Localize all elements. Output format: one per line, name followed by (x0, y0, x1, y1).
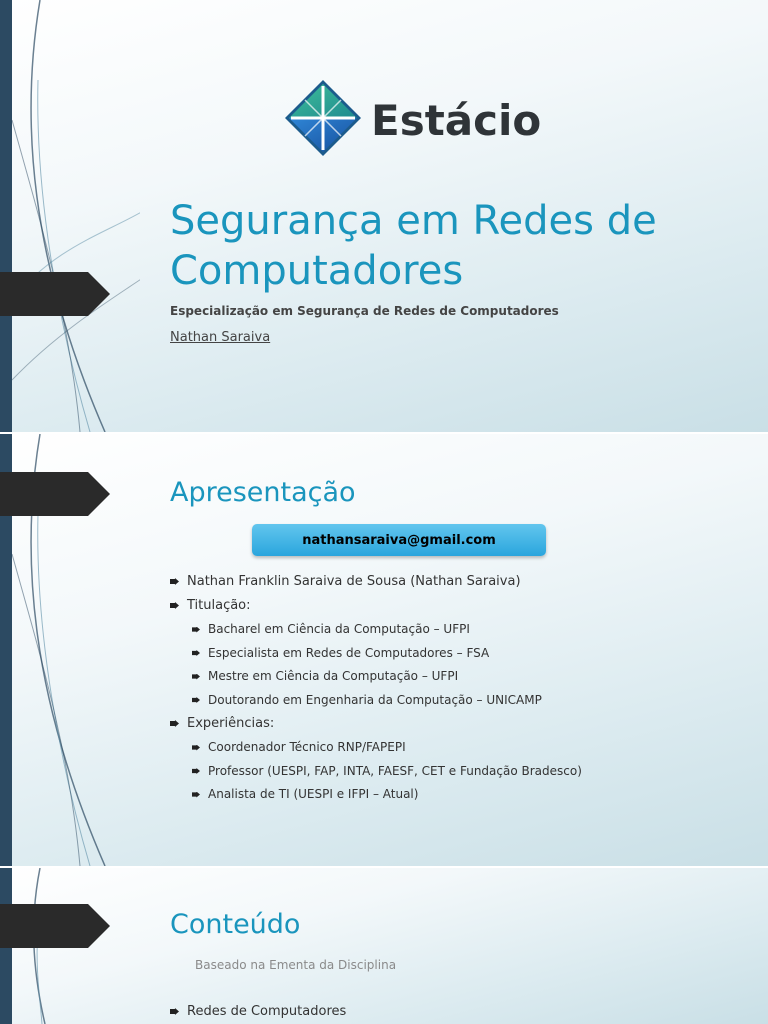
arrow-bullet-icon (170, 578, 179, 585)
sub-list-item: Mestre em Ciência da Computação – UFPI (192, 665, 750, 689)
arrow-bullet-icon (192, 697, 200, 703)
sub-list-item: Analista de TI (UESPI e IFPI – Atual) (192, 783, 750, 807)
arrow-bullet-icon (192, 627, 200, 633)
decorative-curves (0, 0, 140, 432)
sub-list-item: Doutorando em Engenharia da Computação – UNICAMP (192, 689, 750, 713)
slide-conteudo (0, 868, 768, 1024)
list-item: Experiências: Coordenador Técnico RNP/FAPEPI Professor (UESPI, FAP, INTA, FAESF, CET e Fundação Bradesco) Analista de TI (UESPI e IFPI – Atual) (170, 712, 750, 807)
arrow-tab (0, 904, 110, 948)
list-item: Nathan Franklin Saraiva de Sousa (Nathan Saraiva) (170, 570, 750, 594)
slide-note: Baseado na Ementa da Disciplina (195, 958, 397, 972)
arrow-bullet-icon (170, 1008, 179, 1015)
bullet-list (170, 570, 750, 807)
arrow-bullet-icon (192, 792, 200, 798)
logo-text: Estácio (371, 96, 542, 145)
slide-title (0, 0, 768, 432)
arrow-bullet-icon (192, 674, 200, 680)
arrow-bullet-icon (192, 745, 200, 751)
author-link[interactable]: Nathan Saraiva (170, 330, 271, 345)
slide-apresentacao (0, 434, 768, 866)
arrow-tab (0, 272, 110, 316)
arrow-bullet-icon (192, 768, 200, 774)
arrow-bullet-icon (170, 602, 179, 609)
arrow-bullet-icon (192, 650, 200, 656)
slide-heading: Conteúdo (170, 909, 301, 940)
sub-list (170, 736, 750, 807)
arrow-bullet-icon (170, 720, 179, 727)
sub-list (170, 618, 750, 712)
estacio-logo (283, 78, 563, 162)
slide-heading: Apresentação (170, 477, 356, 508)
sub-list-item: Bacharel em Ciência da Computação – UFPI (192, 618, 750, 642)
sub-list-item: Especialista em Redes de Computadores – FSA (192, 642, 750, 666)
email-button[interactable]: nathansaraiva@gmail.com (252, 524, 546, 556)
sub-list-item: Coordenador Técnico RNP/FAPEPI (192, 736, 750, 760)
bullet-list (170, 1000, 750, 1024)
presentation-title: Segurança em Redes de Computadores (170, 198, 657, 294)
list-item: Titulação: Bacharel em Ciência da Computação – UFPI Especialista em Redes de Computadores – FSA Mestre em Ciência da Computação – UFPI Doutorando em Engenharia da Computação – UNICAMP (170, 594, 750, 712)
list-item: Redes de Computadores (170, 1000, 750, 1024)
arrow-tab (0, 472, 110, 516)
presentation-subtitle: Especialização em Segurança de Redes de Computadores (170, 304, 559, 318)
sub-list-item: Professor (UESPI, FAP, INTA, FAESF, CET e Fundação Bradesco) (192, 760, 750, 784)
